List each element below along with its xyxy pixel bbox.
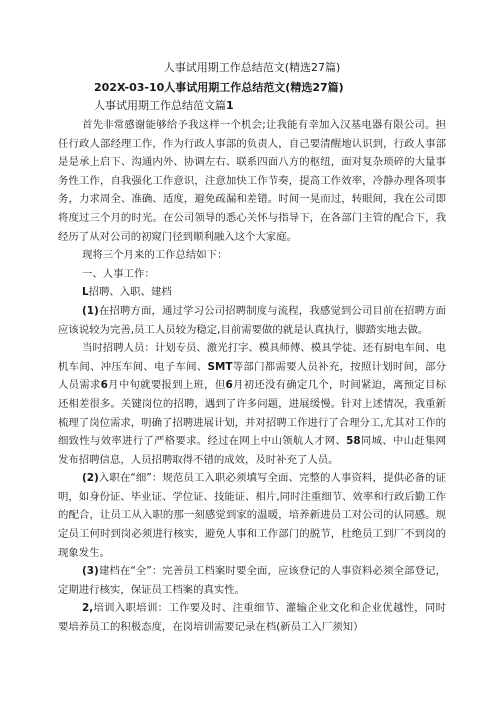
hiring-text-b: 等部门都需要人员补充，按照计划时间，部分人员需求 bbox=[58, 360, 447, 392]
filing-text: 建档在“全”：完善员工档案时要全面，应该登记的人事资料必须全部登记，定期进行核实，保证员工档案的真实性。 bbox=[58, 565, 446, 596]
section-title-text: 人事试用期工作总结范文篇 bbox=[94, 99, 226, 112]
hiring-text-d: 月初还没有确定几个，时间紧迫，离预定目标还相差很多。关键岗位的招聘，遇到了许多问题，进展缓慢。针对上述情况，我重新梳理了岗位需求，明确了招聘进展计划，并对招聘工作进行了合理分工,尤其对工作的细致性与效率进行了严格要求。经过在网上中山领航人才网、 bbox=[58, 379, 447, 448]
hiring-month-a: 6 bbox=[100, 379, 108, 392]
document-subtitle: 202X-03-10人事试用期工作总结范文(精选27篇) bbox=[94, 81, 344, 94]
hiring-paragraph bbox=[58, 339, 446, 469]
section-number: 1 bbox=[226, 99, 234, 112]
item-number-2: (2) bbox=[82, 472, 99, 485]
recruitment-paragraph bbox=[58, 302, 446, 339]
filing-paragraph bbox=[58, 562, 446, 599]
section-title bbox=[94, 98, 446, 114]
hiring-text-c: 月中旬就要报到上班，但 bbox=[107, 379, 226, 392]
heading-hr-work: 一、人事工作： bbox=[82, 267, 155, 280]
item-number-3: (3) bbox=[82, 565, 99, 578]
training-text: 培训入职培训：工作要及时、注重细节、灌输企业文化和企业优越性，同时要培养员工的积极态度，在岗培训需要记录在档(新员工入厂须知） bbox=[58, 602, 446, 634]
hiring-text-a: 当时招聘人员：计划专员、激光打字、模具师傅、模具学徒、还有厨电车间、电机车间、冲压车间、电子车间、 bbox=[58, 342, 446, 373]
heading-recruitment-text: 招聘、入职、建档 bbox=[88, 286, 172, 299]
document-title: 人事试用期工作总结范文(精选27篇) bbox=[163, 61, 341, 74]
heading-recruitment bbox=[58, 283, 446, 302]
onboarding-paragraph bbox=[58, 469, 446, 562]
item-number-1: (1) bbox=[82, 304, 99, 317]
summary-lead: 现将三个月来的工作总结如下： bbox=[82, 249, 228, 262]
onboarding-text: 入职在“细”：规范员工入职必须填写全面、完整的人事资料，提供必备的证明，如身份证、毕业证、学位证、技能证、相片,同时注重细节、效率和行政后勤工作的配合，让员工从入职的那一刻感觉到家的温暖，培养新进员工对公司的认同感。规定员工何时到岗必须进行核实，避免人事和工作部门的脱节，杜绝员工到厂不到岗的现象发生。 bbox=[58, 472, 446, 559]
intro-paragraph: 首先非常感谢能够给予我这样一个机会;让我能有幸加入汉基电器有限公司。担任行政人部经理工作，作为行政人事部的负责人，自己要清醒地认识到，行政人事部是是承上启下、沟通内外、协调左右、联系四面八方的枢纽，面对复杂琐碎的大量事务性工作，自我强化工作意识，注意加快工作节奏，提高工作效率，冷静办理各项事务，力求周全、准确、适度，避免疏漏和差错。时间一晃而过，转眼间，我在公司即将度过三个月的时光。在公司领导的悉心关怀与指导下，在各部门主管的配合下，我经历了从对公司的初窥门径到顺利融入这个大家庭。 bbox=[58, 119, 446, 243]
recruitment-text: 在招聘方面，通过学习公司招聘制度与流程，我感觉到公司目前在招聘方面应该说较为完善,员工人员较为稳定,目前需要做的就是认真执行，脚踏实地去做。 bbox=[58, 304, 446, 336]
hiring-smt: SMT bbox=[207, 360, 233, 373]
heading-recruitment-marker: L bbox=[82, 286, 89, 299]
training-paragraph bbox=[58, 599, 446, 636]
hiring-58: 58 bbox=[346, 435, 361, 448]
hiring-text-e: 同城、中山赶集网发布招聘信息，人员招聘取得不错的成效，及时补充了人员。 bbox=[58, 435, 447, 466]
hiring-month-b: 6 bbox=[225, 379, 233, 392]
item-number-4: 2, bbox=[82, 602, 94, 615]
